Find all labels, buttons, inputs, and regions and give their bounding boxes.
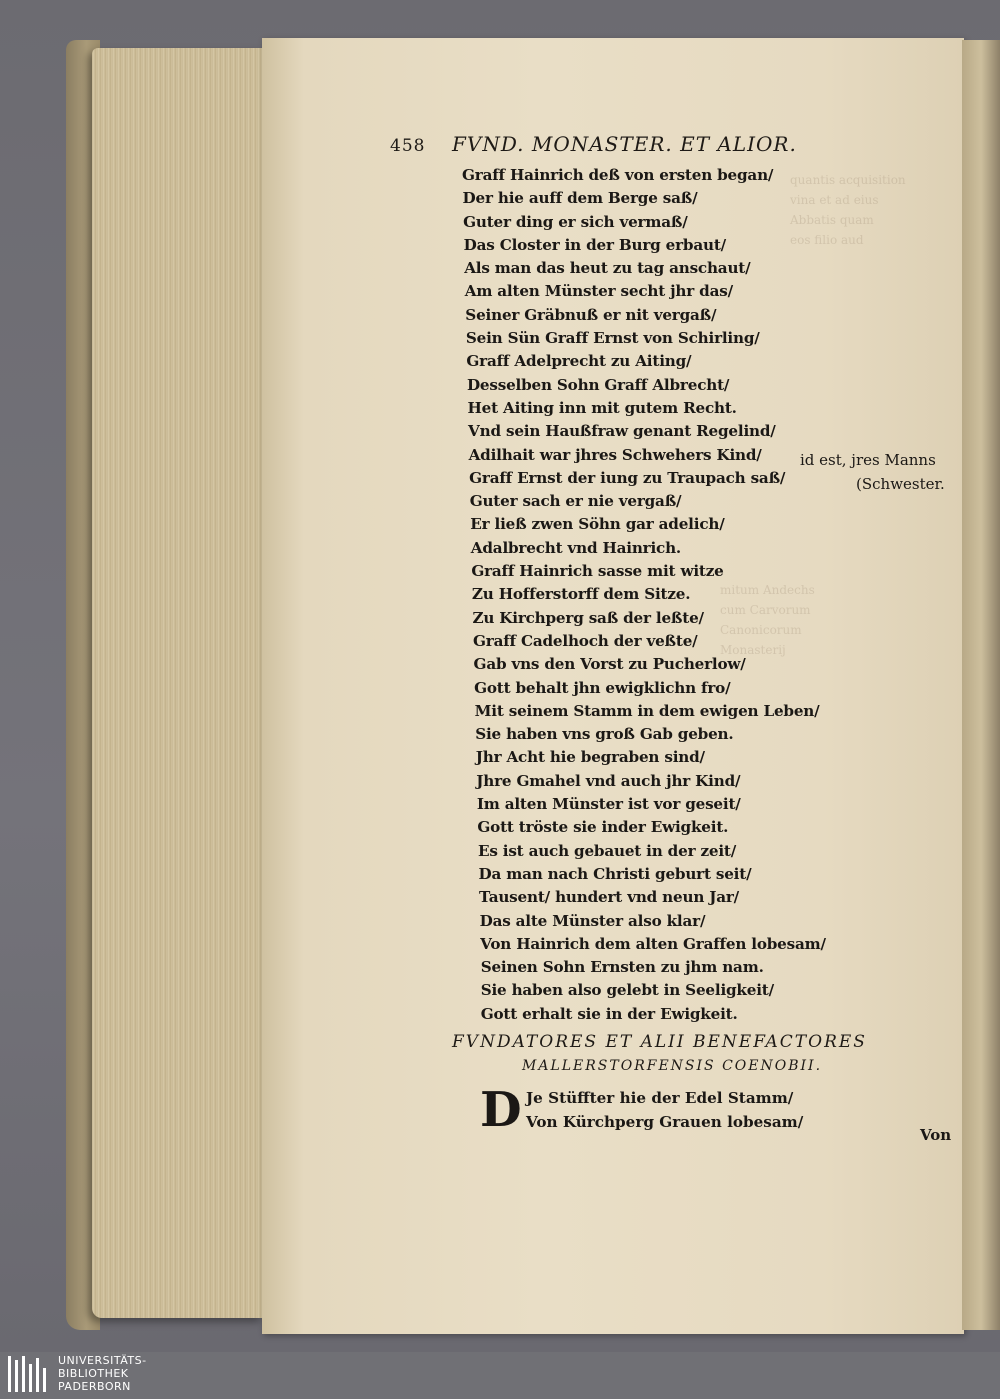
page-edges xyxy=(92,48,264,1318)
margin-note-line: id est, jres Manns xyxy=(800,451,936,469)
verse-line: Guter ding er sich vermaß/ xyxy=(463,212,688,231)
library-logo-text xyxy=(58,1354,147,1393)
verse-line: Gott behalt jhn ewigklichn fro/ xyxy=(474,678,731,697)
library-logo-icon xyxy=(6,1354,50,1394)
verse-line: Er ließ zwen Söhn gar adelich/ xyxy=(470,515,725,534)
running-head xyxy=(390,132,797,156)
library-footer xyxy=(0,1352,1000,1399)
verse-line: Graff Ernst der iung zu Traupach saß/ xyxy=(469,468,786,487)
section-title xyxy=(452,1030,932,1078)
verse-line: Es ist auch gebauet in der zeit/ xyxy=(477,841,737,860)
verse-line: Gott tröste sie inder Ewigkeit. xyxy=(477,818,729,837)
verse-line: Sie haben also gelebt in Seeligkeit/ xyxy=(480,981,774,1000)
verse-line: Het Aiting inn mit gutem Recht. xyxy=(467,398,737,417)
verse-line: Vnd sein Haußfraw genant Regelind/ xyxy=(468,422,776,441)
verse-line: Adalbrecht vnd Hainrich. xyxy=(470,538,682,557)
verse-line: Gott erhalt sie in der Ewigkeit. xyxy=(480,1004,738,1023)
verse-line: Graff Hainrich deß von ersten began/ xyxy=(462,166,774,184)
facing-page-edge xyxy=(962,40,1000,1330)
logo-line: BIBLIOTHEK xyxy=(58,1367,129,1380)
section-title-line: FVNDATORES ET ALII BENEFACTORES xyxy=(452,1032,867,1052)
verse-line: Sie haben vns groß Gab geben. xyxy=(475,725,734,744)
verse-line: Seiner Gräbnuß er nit vergaß/ xyxy=(465,305,717,324)
page-number: 458 xyxy=(390,136,426,156)
logo-line: PADERBORN xyxy=(58,1380,131,1393)
drop-cap: D xyxy=(480,1082,522,1138)
verse-line: Als man das heut zu tag anschaut/ xyxy=(464,259,751,278)
verse-line: Von Hainrich dem alten Graffen lobesam/ xyxy=(480,934,826,953)
verse-line: Sein Sün Graff Ernst von Schirling/ xyxy=(465,329,760,348)
stanza-line: Von Kürchperg Grauen lobesam/ xyxy=(526,1113,804,1131)
section-title-line: MALLERSTORFENSIS COENOBII. xyxy=(522,1058,823,1074)
verse-line: Mit seinem Stamm in dem ewigen Leben/ xyxy=(474,701,820,720)
verse-line: Zu Hofferstorff dem Sitze. xyxy=(471,585,691,604)
stanza-line: Je Stüffter hie der Edel Stamm/ xyxy=(526,1089,794,1107)
verse-line: Adilhait war jhres Schwehers Kind/ xyxy=(468,445,762,464)
verse-line: Graff Adelprecht zu Aiting/ xyxy=(466,352,692,371)
verse-block xyxy=(462,164,826,1026)
verse-line: Jhr Acht hie begraben sind/ xyxy=(475,748,705,767)
verse-line: Seinen Sohn Ernsten zu jhm nam. xyxy=(480,958,764,977)
verse-line: Jhre Gmahel vnd auch jhr Kind/ xyxy=(476,771,741,790)
verse-line: Das alte Münster also klar/ xyxy=(479,911,706,930)
verse-line: Graff Cadelhoch der veßte/ xyxy=(473,631,698,650)
verse-line: Tausent/ hundert vnd neun Jar/ xyxy=(479,888,740,907)
running-head-title: FVND. MONASTER. ET ALIOR. xyxy=(452,132,797,156)
verse-line: Graff Hainrich sasse mit witze xyxy=(471,562,724,581)
margin-note-line: (Schwester. xyxy=(856,475,945,493)
verse-line: Zu Kirchperg saß der leßte/ xyxy=(472,608,704,627)
verse-line: Das Closter in der Burg erbaut/ xyxy=(463,235,726,254)
verse-line: Da man nach Christi geburt seit/ xyxy=(478,864,752,883)
verse-line: Am alten Münster secht jhr das/ xyxy=(464,282,733,301)
verse-line: Gab vns den Vorst zu Pucherlow/ xyxy=(473,655,746,674)
verse-line: Im alten Münster ist vor geseit/ xyxy=(476,795,741,814)
verse-line: Desselben Sohn Graff Albrecht/ xyxy=(466,375,730,394)
logo-line: UNIVERSITÄTS- xyxy=(58,1354,147,1367)
margin-note xyxy=(800,448,958,496)
verse-line: Guter sach er nie vergaß/ xyxy=(469,492,682,511)
catchword: Von xyxy=(920,1126,952,1144)
verse-line: Der hie auff dem Berge saß/ xyxy=(462,189,698,208)
